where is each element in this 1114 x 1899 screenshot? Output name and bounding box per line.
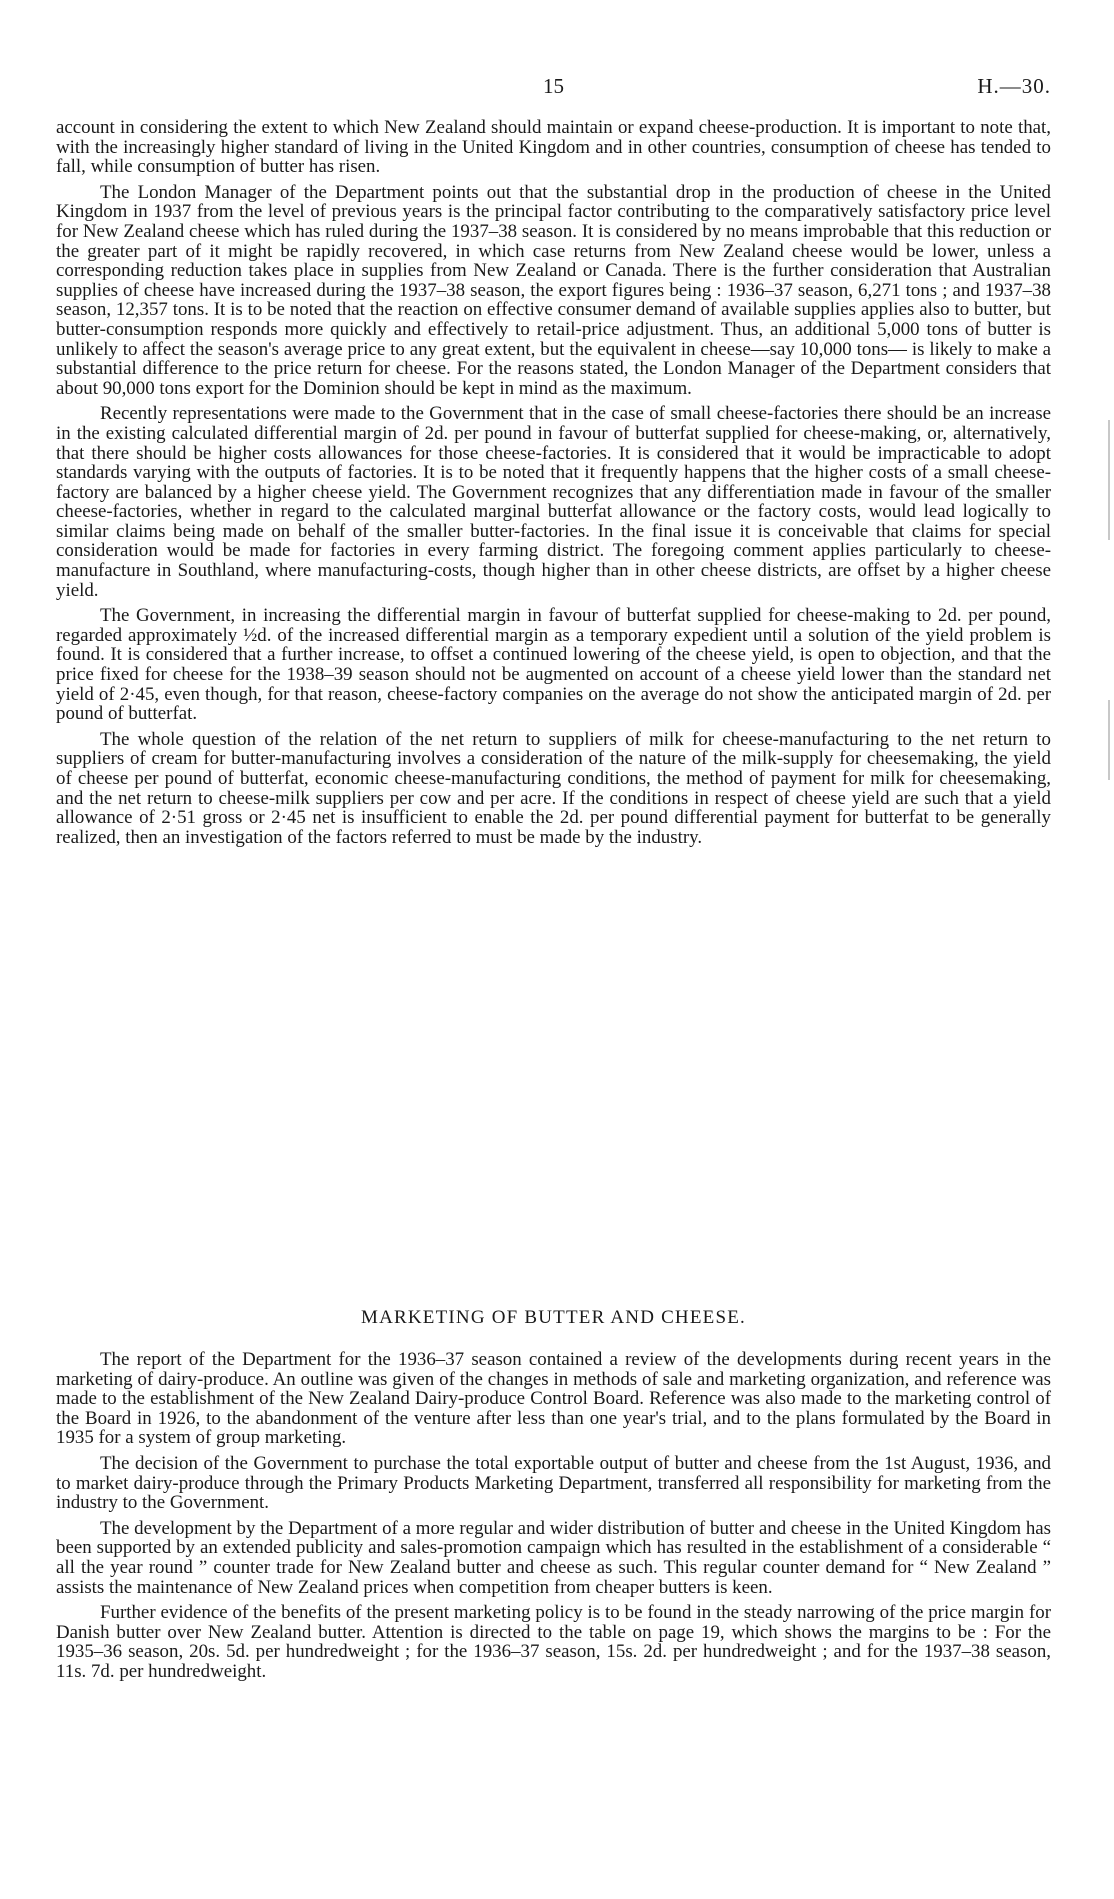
scan-edge-mark xyxy=(1108,700,1110,780)
scan-edge-mark xyxy=(1108,420,1110,540)
paragraph: Further evidence of the benefits of the present marketing policy is to be found in the steady narrowing of the price margin for Danish butter over New Zealand butter. Attention is directed to the table on page 19, which shows the margins to be : For the 1935–36 season, 20s. 5d. per hundredweight ; for the 1936–37 season, 15s. 2d. per hundredweight ; and for the 1937–38 season, 11s. 7d. per hundredweight. xyxy=(56,1602,1051,1682)
body-text-bottom xyxy=(56,1350,1051,1688)
paragraph: Recently representations were made to the Government that in the case of small cheese-factories there should be an increase in the existing calculated differential margin of 2d. per pound in favour of butterfat supplied for cheese-making, or, alternatively, that there should be higher costs allowances for those cheese-factories. It is considered that it would be impracticable to adopt standards varying with the outputs of factories. It is to be noted that it frequently happens that the higher costs of a small cheese-factory are balanced by a higher cheese yield. The Government recognizes that any differentiation made in favour of the smaller cheese-factories, whether in regard to the calculated marginal butterfat allowance or the factory costs, would lead logically to similar claims being made on behalf of the smaller butter-factories. In the final issue it is conceivable that claims for special consideration would be made for factories in every farming district. The foregoing comment applies particularly to cheese-manufacture in Southland, where manufacturing-costs, though higher than in other cheese districts, are offset by a higher cheese yield. xyxy=(56,403,1051,601)
section-heading: MARKETING OF BUTTER AND CHEESE. xyxy=(360,1307,746,1328)
page-header xyxy=(56,74,1051,104)
paragraph: The Government, in increasing the differential margin in favour of butterfat supplied for cheese-making to 2d. per pound, regarded approximately ½d. of the increased differential margin as a temporary expedient until a solution of the yield problem is found. It is considered that a further increase, to offset a continued lowering of the cheese yield, is open to objection, and that the price fixed for cheese for the 1938–39 season should not be augmented on account of a cheese yield lower than the standard net yield of 2·45, even though, for that reason, cheese-factory companies on the average do not show the anticipated margin of 2d. per pound of butterfat. xyxy=(56,605,1051,725)
paragraph: The decision of the Government to purchase the total exportable output of butter and cheese from the 1st August, 1936, and to market dairy-produce through the Primary Products Marketing Department, transferred all responsibility for marketing from the industry to the Government. xyxy=(56,1452,1051,1514)
paragraph: account in considering the extent to which New Zealand should maintain or expand cheese-production. It is important to note that, with the increasingly higher standard of living in the United Kingdom and in other countries, consumption of cheese has tended to fall, while consumption of butter has risen. xyxy=(56,117,1051,178)
body-text-top xyxy=(56,118,1051,853)
document-code: H.—30. xyxy=(977,74,1051,98)
paragraph: The whole question of the relation of the net return to suppliers of milk for cheese-manufacturing to the net return to suppliers of cream for butter-manufacturing involves a consideration of the nature of the milk-supply for cheesemaking, the yield of cheese per pound of butterfat, economic cheese-manufacturing conditions, the method of payment for milk for cheesemaking, and the net return to cheese-milk suppliers per cow and per acre. If the conditions in respect of cheese yield are such that a yield allowance of 2·51 gross or 2·45 net is insufficient to enable the 2d. per pound differential payment for butterfat to be generally realized, then an investigation of the factors referred to must be made by the industry. xyxy=(56,728,1051,848)
page-number: 15 xyxy=(543,74,564,98)
paragraph: The development by the Department of a more regular and wider distribution of butter and cheese in the United Kingdom has been supported by an extended publicity and sales-promotion campaign which has resulted in the establishment of a considerable “ all the year round ” counter trade for New Zealand butter and cheese as such. This regular counter demand for “ New Zealand ” assists the maintenance of New Zealand prices when competition from cheaper butters is keen. xyxy=(56,1517,1051,1598)
paragraph: The London Manager of the Department points out that the substantial drop in the production of cheese in the United Kingdom in 1937 from the level of previous years is the principal factor contributing to the comparatively satisfactory price level for New Zealand cheese which has ruled during the 1937–38 season. It is considered by no means improbable that this reduction or the greater part of it might be rapidly recovered, in which case returns from New Zealand cheese would be lower, unless a corresponding reduction takes place in supplies from New Zealand or Canada. There is the further consideration that Australian supplies of cheese have increased during the 1937–38 season, the export figures being : 1936–37 season, 6,271 tons ; and 1937–38 season, 12,357 tons. It is to be noted that the reaction on effective consumer demand of available supplies applies also to butter, but butter-consumption responds more quickly and effectively to retail-price adjustment. Thus, an additional 5,000 tons of butter is unlikely to affect the season's average price to any great extent, but the equivalent in cheese—say 10,000 tons— is likely to make a substantial difference to the price return for cheese. For the reasons stated, the London Manager of the Department considers that about 90,000 tons export for the Dominion should be kept in mind as the maximum. xyxy=(56,181,1051,399)
paragraph: The report of the Department for the 1936–37 season contained a review of the developments during recent years in the marketing of dairy-produce. An outline was given of the changes in methods of sale and marketing organization, and reference was made to the establishment of the New Zealand Dairy-produce Control Board. Reference was also made to the marketing control of the Board in 1926, to the abandonment of the venture after less than one year's trial, and to the plans formulated by the Board in 1935 for a system of group marketing. xyxy=(56,1349,1051,1449)
